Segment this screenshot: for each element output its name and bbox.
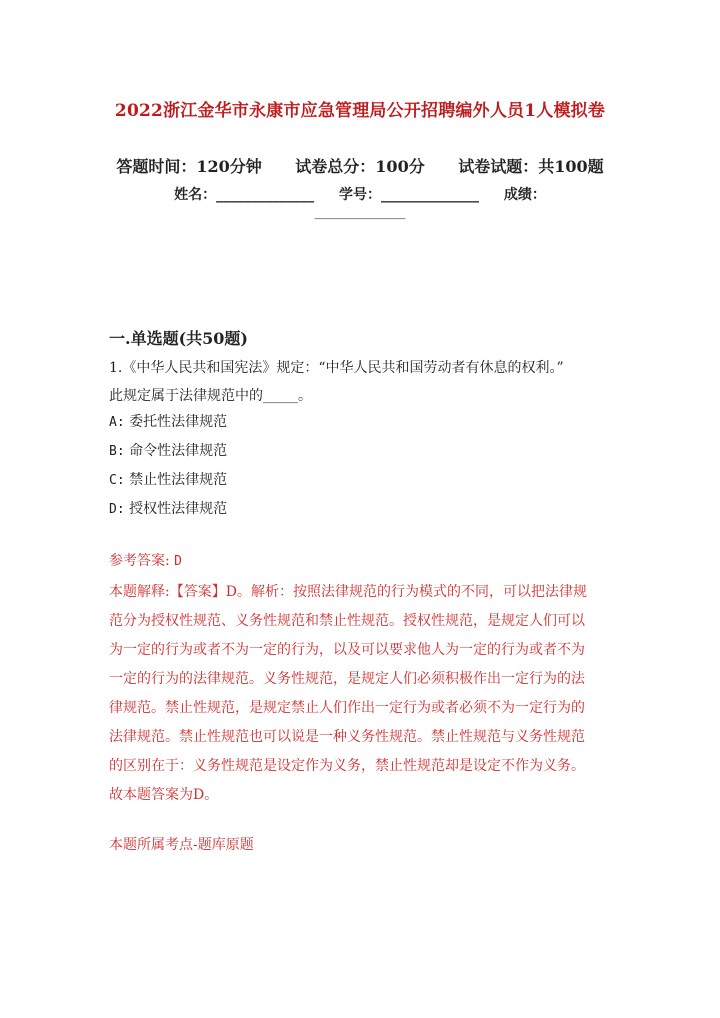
explanation [109, 578, 609, 810]
question-line: 此规定属于法律规范中的_____。 [109, 388, 312, 404]
exam-time: 答题时间：120分钟 [116, 157, 262, 176]
student-name-field: 姓名：______________ [174, 187, 315, 203]
option-letter: B: [109, 444, 125, 459]
option-b [109, 437, 227, 466]
explanation-line: 法律规范。禁止性规范也可以说是一种义务性规范。禁止性规范与义务性规范 [109, 729, 585, 745]
exam-total-score: 试卷总分：100分 [295, 157, 425, 176]
option-list [109, 408, 227, 524]
explanation-line: 律规范。禁止性规范，是规定禁止人们作出一定行为或者必须不为一定行为的 [109, 700, 585, 716]
question-source-note: 本题所属考点-题库原题 [109, 837, 254, 853]
explanation-line: 本题解释:【答案】D。解析：按照法律规范的行为模式的不同，可以把法律规 [109, 584, 587, 600]
explanation-line: 一定的行为的法律规范。义务性规范，是规定人们必须积极作出一定行为的法 [109, 671, 585, 687]
exam-meta [0, 154, 720, 177]
exam-title: 2022浙江金华市永康市应急管理局公开招聘编外人员1人模拟卷 [114, 101, 606, 121]
option-a [109, 408, 227, 437]
student-score-blank: _____________ [314, 204, 406, 220]
explanation-line: 故本题答案为D。 [109, 787, 219, 803]
option-c [109, 466, 227, 495]
option-d [109, 495, 227, 524]
option-letter: D: [109, 502, 125, 517]
explanation-line: 的区别在于：义务性规范是设定作为义务，禁止性规范却是设定不作为义务。 [109, 758, 585, 774]
question-line: 1.《中华人民共和国宪法》规定：“中华人民共和国劳动者有休息的权利。” [109, 360, 564, 376]
explanation-line: 范分为授权性规范、义务性规范和禁止性规范。授权性规范，是规定人们可以 [109, 613, 585, 629]
exam-total-questions: 试卷试题：共100题 [458, 157, 604, 176]
option-letter: A: [109, 415, 125, 430]
question-stem [109, 354, 614, 410]
option-text: 授权性法律规范 [129, 501, 228, 517]
answer-label: 参考答案: [109, 553, 170, 569]
explanation-line: 为一定的行为或者不为一定的行为，以及可以要求他人为一定的行为或者不为 [109, 642, 585, 658]
student-info [0, 184, 720, 204]
student-id-field: 学号：______________ [339, 187, 479, 203]
student-score-label: 成绩： [503, 187, 546, 203]
option-text: 命令性法律规范 [129, 443, 228, 459]
reference-answer [109, 550, 182, 570]
option-letter: C: [109, 473, 125, 488]
answer-value: D [174, 554, 182, 569]
option-text: 委托性法律规范 [129, 414, 228, 430]
option-text: 禁止性法律规范 [129, 472, 228, 488]
section-title: 一.单选题(共50题) [109, 329, 248, 348]
